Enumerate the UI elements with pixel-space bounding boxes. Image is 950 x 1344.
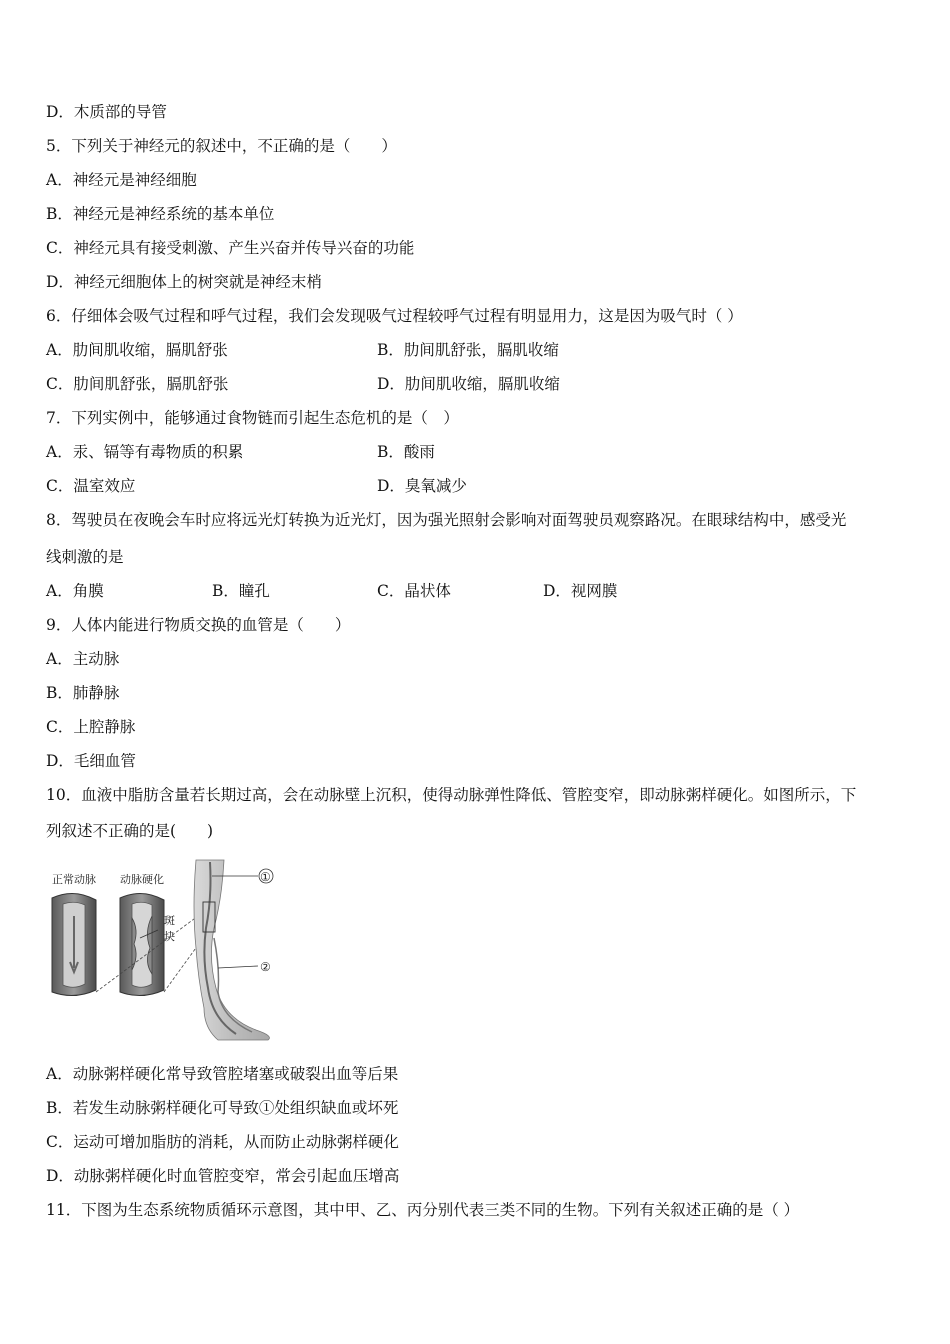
normal-artery-illustration bbox=[52, 893, 96, 995]
q7-option-d: D．臭氧减少 bbox=[377, 477, 467, 495]
q10-stem-line2: 列叙述不正确的是( ) bbox=[46, 822, 214, 840]
q10-option-a: A．动脉粥样硬化常导致管腔堵塞或破裂出血等后果 bbox=[46, 1065, 399, 1083]
leg-illustration bbox=[194, 860, 270, 1040]
q10-stem-line1: 10．血液中脂肪含量若长期过高，会在动脉壁上沉积，使得动脉弹性降低、管腔变窄，即动脉粥样硬化。如图所示，下 bbox=[46, 786, 857, 804]
q8-option-c: C．晶状体 bbox=[377, 582, 451, 600]
q9-option-d: D．毛细血管 bbox=[46, 752, 136, 770]
label-normal-artery: 正常动脉 bbox=[52, 873, 96, 886]
q8-stem-line1: 8．驾驶员在夜晚会车时应将远光灯转换为近光灯，因为强光照射会影响对面驾驶员观察路况。在眼球结构中，感受光 bbox=[46, 511, 847, 529]
q6-stem: 6．仔细体会吸气过程和呼气过程，我们会发现吸气过程较呼气过程有明显用力，这是因为吸气时（ ） bbox=[46, 307, 743, 325]
q9-stem: 9．人体内能进行物质交换的血管是（ ） bbox=[46, 616, 351, 634]
q9-option-b: B．肺静脉 bbox=[46, 684, 120, 702]
q6-option-d: D．肋间肌收缩，膈肌收缩 bbox=[377, 375, 560, 393]
hardened-artery-illustration bbox=[120, 893, 164, 995]
label-plaque-2: 块 bbox=[164, 930, 175, 943]
marker-2: ② bbox=[260, 960, 271, 974]
q7-option-a: A．汞、镉等有毒物质的积累 bbox=[46, 443, 244, 461]
q5-option-d: D．神经元细胞体上的树突就是神经末梢 bbox=[46, 273, 322, 291]
q6-option-c: C．肋间肌舒张，膈肌舒张 bbox=[46, 375, 229, 393]
q10-option-b: B．若发生动脉粥样硬化可导致①处组织缺血或坏死 bbox=[46, 1099, 399, 1117]
q8-option-b: B．瞳孔 bbox=[212, 582, 270, 600]
q7-option-b: B．酸雨 bbox=[377, 443, 435, 461]
q7-stem: 7．下列实例中，能够通过食物链而引起生态危机的是（ ） bbox=[46, 409, 459, 427]
q6-option-b: B．肋间肌舒张，膈肌收缩 bbox=[377, 341, 559, 359]
q4-option-d: D．木质部的导管 bbox=[46, 103, 167, 121]
q8-option-d: D．视网膜 bbox=[543, 582, 618, 600]
q10-option-c: C．运动可增加脂肪的消耗，从而防止动脉粥样硬化 bbox=[46, 1133, 399, 1151]
q8-option-a: A．角膜 bbox=[46, 582, 104, 600]
q7-option-c: C．温室效应 bbox=[46, 477, 136, 495]
label-plaque-1: 斑 bbox=[164, 914, 175, 927]
q11-stem: 11．下图为生态系统物质循环示意图，其中甲、乙、丙分别代表三类不同的生物。下列有关叙述正确的是（ ） bbox=[46, 1201, 800, 1219]
artery-figure-svg bbox=[46, 858, 296, 1044]
label-hardened-artery: 动脉硬化 bbox=[120, 873, 164, 886]
q5-option-c: C．神经元具有接受刺激、产生兴奋并传导兴奋的功能 bbox=[46, 239, 415, 257]
artery-figure bbox=[46, 858, 296, 1044]
q6-option-a: A．肋间肌收缩，膈肌舒张 bbox=[46, 341, 228, 359]
q8-stem-line2: 线刺激的是 bbox=[46, 548, 124, 566]
q5-option-b: B．神经元是神经系统的基本单位 bbox=[46, 205, 275, 223]
q10-option-d: D．动脉粥样硬化时血管腔变窄，常会引起血压增高 bbox=[46, 1167, 400, 1185]
marker-1: ① bbox=[260, 870, 271, 884]
q9-option-c: C．上腔静脉 bbox=[46, 718, 136, 736]
q5-stem: 5．下列关于神经元的叙述中，不正确的是（ ） bbox=[46, 137, 397, 155]
q9-option-a: A．主动脉 bbox=[46, 650, 120, 668]
q5-option-a: A．神经元是神经细胞 bbox=[46, 171, 197, 189]
